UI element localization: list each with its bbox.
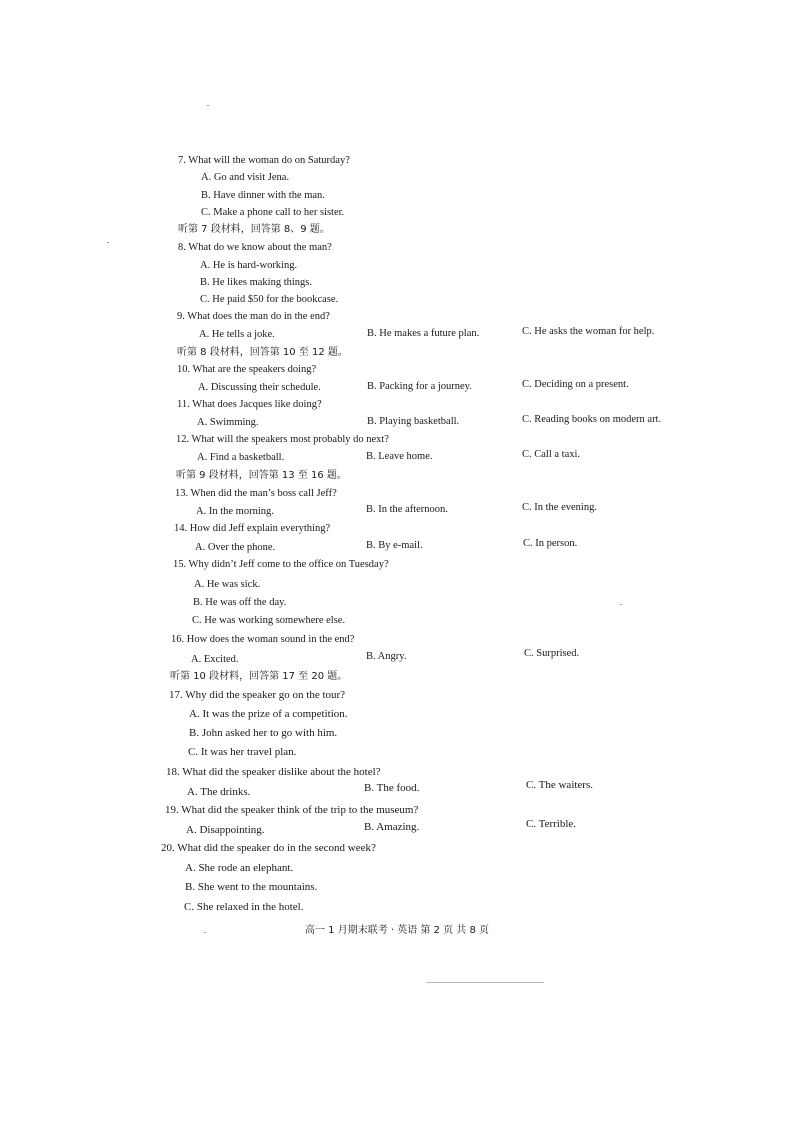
question-9-option-c: C. He asks the woman for help. [522, 326, 655, 337]
section-8-instruction: 听第 8 段材料，回答第 10 至 12 题。 [177, 347, 348, 358]
question-9-option-a: A. He tells a joke. [199, 329, 275, 340]
scan-speck [207, 105, 209, 106]
question-10-stem: 10. What are the speakers doing? [177, 364, 317, 375]
question-11-option-a: A. Swimming. [197, 417, 259, 428]
question-11-option-c: C. Reading books on modern art. [522, 414, 662, 425]
question-20-stem: 20. What did the speaker do in the second week? [161, 842, 376, 854]
question-14-option-a: A. Over the phone. [195, 542, 276, 553]
question-14-stem: 14. How did Jeff explain everything? [174, 523, 331, 534]
question-20-option-c: C. She relaxed in the hotel. [184, 901, 304, 913]
question-17-option-c: C. It was her travel plan. [188, 746, 297, 758]
question-11-stem: 11. What does Jacques like doing? [177, 399, 322, 410]
question-8-option-c: C. He paid $50 for the bookcase. [200, 294, 339, 305]
question-13-option-a: A. In the morning. [196, 506, 274, 517]
question-19-stem: 19. What did the speaker think of the trip to the museum? [165, 804, 419, 816]
question-8-option-a: A. He is hard-working. [200, 260, 298, 271]
question-13-option-b: B. In the afternoon. [366, 504, 448, 515]
question-16-option-b: B. Angry. [366, 651, 407, 662]
question-20-option-b: B. She went to the mountains. [185, 881, 318, 893]
question-13-stem: 13. When did the man’s boss call Jeff? [175, 488, 337, 499]
page-footer: 高一 1 月期末联考 · 英语 第 2 页 共 8 页 [304, 925, 490, 936]
question-10-option-b: B. Packing for a journey. [367, 381, 472, 392]
question-10-option-c: C. Deciding on a present. [522, 379, 629, 390]
question-8-stem: 8. What do we know about the man? [178, 242, 332, 253]
section-10-instruction: 听第 10 段材料，回答第 17 至 20 题。 [170, 671, 348, 682]
question-12-stem: 12. What will the speakers most probably do next? [176, 434, 389, 445]
question-7-option-b: B. Have dinner with the man. [201, 190, 325, 201]
question-19-option-b: B. Amazing. [364, 821, 420, 833]
question-14-option-b: B. By e-mail. [366, 540, 423, 551]
question-19-option-a: A. Disappointing. [186, 824, 265, 836]
scan-speck [204, 932, 206, 933]
question-19-option-c: C. Terrible. [526, 818, 577, 830]
question-12-option-a: A. Find a basketball. [197, 452, 285, 463]
question-17-stem: 17. Why did the speaker go on the tour? [169, 689, 346, 701]
question-8-option-b: B. He likes making things. [200, 277, 312, 288]
question-20-option-a: A. She rode an elephant. [185, 862, 294, 874]
question-13-option-c: C. In the evening. [522, 502, 597, 513]
question-14-option-c: C. In person. [523, 538, 578, 549]
question-9-option-b: B. He makes a future plan. [367, 328, 480, 339]
question-15-stem: 15. Why didn’t Jeff come to the office on Tuesday? [173, 559, 389, 570]
question-16-stem: 16. How does the woman sound in the end? [171, 634, 355, 645]
section-7-instruction: 听第 7 段材料，回答第 8、9 题。 [178, 224, 330, 235]
question-18-stem: 18. What did the speaker dislike about the hotel? [166, 766, 381, 778]
question-10-option-a: A. Discussing their schedule. [198, 382, 321, 393]
scan-speck [107, 242, 109, 243]
question-9-stem: 9. What does the man do in the end? [177, 311, 330, 322]
section-9-instruction: 听第 9 段材料，回答第 13 至 16 题。 [176, 470, 347, 481]
scan-speck [620, 604, 622, 605]
question-7-option-c: C. Make a phone call to her sister. [201, 207, 345, 218]
question-18-option-b: B. The food. [364, 782, 420, 794]
question-7-stem: 7. What will the woman do on Saturday? [178, 155, 350, 166]
question-18-option-c: C. The waiters. [526, 779, 594, 791]
question-12-option-c: C. Call a taxi. [522, 449, 581, 460]
question-15-option-b: B. He was off the day. [193, 597, 287, 608]
question-15-option-c: C. He was working somewhere else. [192, 615, 346, 626]
question-18-option-a: A. The drinks. [187, 786, 251, 798]
question-11-option-b: B. Playing basketball. [367, 416, 460, 427]
question-15-option-a: A. He was sick. [194, 579, 261, 590]
scan-line [426, 982, 544, 983]
question-7-option-a: A. Go and visit Jena. [201, 172, 290, 183]
question-16-option-c: C. Surprised. [524, 648, 580, 659]
question-17-option-a: A. It was the prize of a competition. [189, 708, 348, 720]
question-17-option-b: B. John asked her to go with him. [189, 727, 338, 739]
question-16-option-a: A. Excited. [191, 654, 239, 665]
question-12-option-b: B. Leave home. [366, 451, 433, 462]
